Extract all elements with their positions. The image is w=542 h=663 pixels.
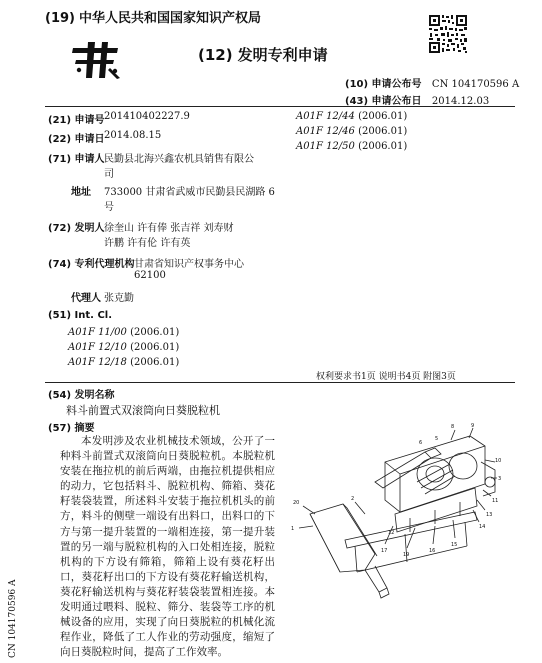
patent-office-emblem xyxy=(68,38,126,82)
right-class-item: A01F 12/44 (2006.01) xyxy=(296,111,408,122)
drawing-label: 8 xyxy=(451,424,455,430)
drawing-label: 1 xyxy=(291,526,295,532)
right-class-item: A01F 12/50 (2006.01) xyxy=(296,141,408,152)
drawing-label: 11 xyxy=(492,498,499,504)
office-header xyxy=(45,7,261,26)
drawing-label: 12 xyxy=(388,530,395,536)
side-publication-code: CN 104170596 A xyxy=(8,579,18,658)
abstract-label: (57) 摘要 xyxy=(48,423,95,434)
int-cl-item: A01F 12/18 (2006.01) xyxy=(68,357,180,368)
applicant-label: (71) 申请人 xyxy=(48,154,105,165)
application-date-label: (22) 申请日 xyxy=(48,134,105,145)
drawing-label: 17 xyxy=(381,548,388,554)
application-number-label: (21) 申请号 xyxy=(48,115,105,126)
drawing-label: 16 xyxy=(429,548,436,554)
section-divider xyxy=(45,382,515,383)
drawing-label: 20 xyxy=(293,500,300,506)
inventor-value-line1: 徐奎山 许有俸 张吉祥 刘寿财 xyxy=(104,223,234,234)
int-cl-label: (51) Int. Cl. xyxy=(48,310,113,321)
drawing-label: 9 xyxy=(471,423,475,429)
office-code: (19) xyxy=(45,11,75,26)
drawing-label: 13 xyxy=(486,512,493,518)
drawing-label: 10 xyxy=(495,458,502,464)
invention-title: 料斗前置式双滚筒向日葵脱粒机 xyxy=(66,404,220,417)
publication-number-value: CN 104170596 A xyxy=(431,79,520,90)
machine-drawing xyxy=(285,422,505,602)
inventor-label: (72) 发明人 xyxy=(48,223,105,234)
application-date-value: 2014.08.15 xyxy=(104,130,162,141)
page-count-summary: 权利要求书1页 说明书4页 附图3页 xyxy=(316,372,456,382)
agency-value-line2: 62100 xyxy=(134,270,166,281)
drawing-label: 19 xyxy=(403,552,410,558)
qr-code-icon xyxy=(428,14,468,54)
publication-date-row xyxy=(345,92,489,107)
publication-number-label: (10) 申请公布号 xyxy=(345,79,422,90)
right-class-item: A01F 12/46 (2006.01) xyxy=(296,126,408,137)
agency-value-line1: 甘肃省知识产权事务中心 xyxy=(134,259,244,270)
publication-number-row xyxy=(345,75,519,90)
agent-value: 张克勤 xyxy=(104,293,134,304)
agent-label: 代理人 xyxy=(71,293,101,304)
drawing-label: 5 xyxy=(435,436,439,442)
publication-date-label: (43) 申请公布日 xyxy=(345,96,422,107)
address-label: 地址 xyxy=(71,187,91,198)
drawing-label: 3 xyxy=(498,476,502,482)
address-value-line2: 号 xyxy=(104,202,114,213)
drawing-label: 6 xyxy=(419,440,423,446)
doc-type-code: (12) xyxy=(198,46,233,64)
office-name: 中华人民共和国国家知识产权局 xyxy=(78,11,261,26)
agency-label: (74) 专利代理机构 xyxy=(48,259,135,270)
publication-date-value: 2014.12.03 xyxy=(431,96,490,107)
int-cl-item: A01F 11/00 (2006.01) xyxy=(68,327,180,338)
drawing-label: 2 xyxy=(351,496,355,502)
abstract-text: 本发明涉及农业机械技术领域，公开了一种料斗前置式双滚筒向日葵脱粒机。本脱粒机安装在拖拉机的前后两端，由拖拉机提供相应的动力，它包括料斗、脱粒机构、筛箱、葵花籽装袋装置，所述料斗安装于拖拉机机头的前方，料斗的侧壁一端设有出料口，出料口的下方与第一提升装置的一端相连接，第一提升装置的另一端与脱粒机构的入口处相连接，脱粒机构的下方设有筛箱，筛箱上设有葵花籽出口，葵花籽出口的下方设有葵花籽输送机构，葵花籽输送机构与葵花籽装袋装置相连接。本发明通过喂料、脱粒、筛分、装袋等工序的机械设备的应用，实现了向日葵脱粒的机械化流程作业，降低了工人作业的劳动强度，缩短了向日葵脱粒时间，提高了工作效率。 xyxy=(60,435,275,659)
int-cl-item: A01F 12/10 (2006.01) xyxy=(68,342,180,353)
applicant-value-line1: 民勤县北海兴鑫农机具销售有限公 xyxy=(104,154,254,165)
address-value-line1: 733000 甘肃省武威市民勤县民湖路 6 xyxy=(104,187,275,198)
doc-type: 发明专利申请 xyxy=(237,46,328,64)
applicant-value-line2: 司 xyxy=(104,169,114,180)
invention-title-label: (54) 发明名称 xyxy=(48,390,115,401)
document-type-heading xyxy=(198,44,328,65)
header-divider xyxy=(45,106,515,107)
drawing-label: 14 xyxy=(479,524,486,530)
inventor-value-line2: 许鹏 许有伦 许有英 xyxy=(104,238,191,249)
application-number-value: 201410402227.9 xyxy=(104,111,190,122)
drawing-label: 15 xyxy=(451,542,458,548)
